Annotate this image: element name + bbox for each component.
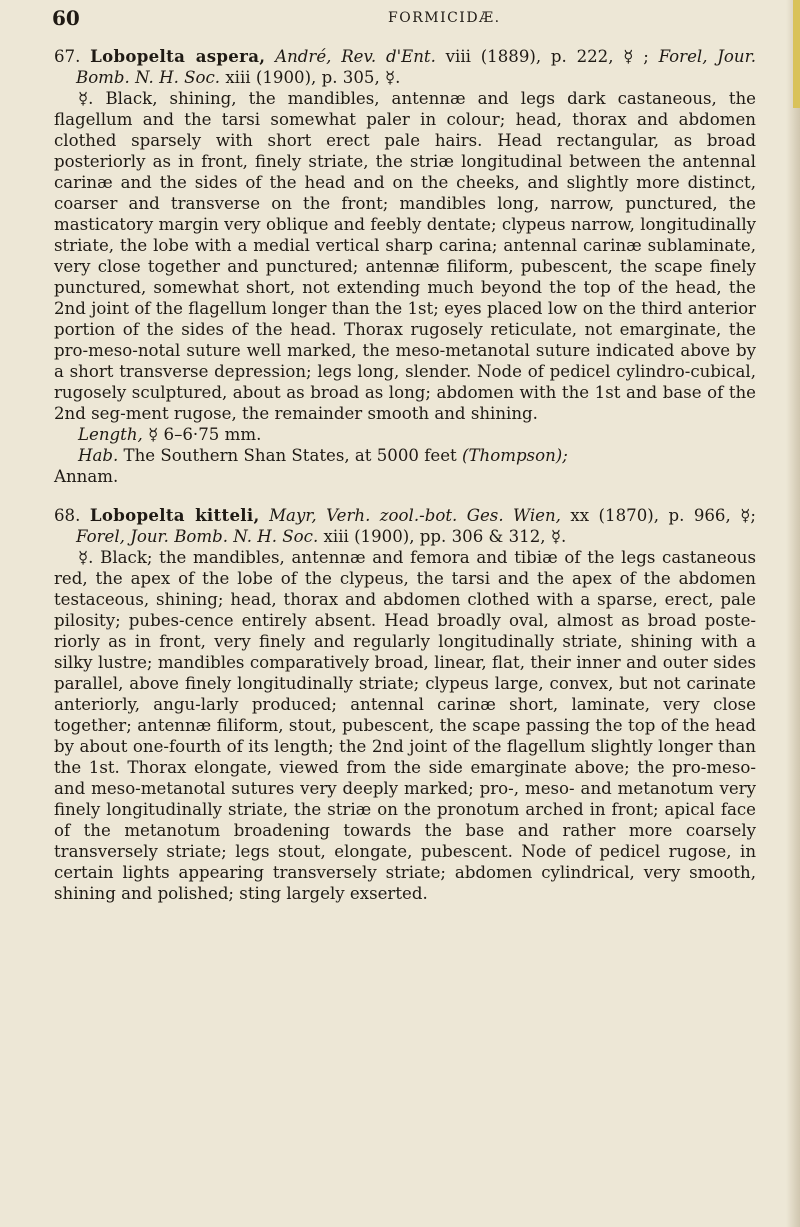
species-description: ☿. Black, shining, the mandibles, antennæ and legs dark castaneous, the flagellum and the tarsi somewhat paler in colour; head, thorax and abdomen clothed sparsely with short erect pale hairs. Head rectangular, as broad posteriorly as in front, finely striate, the striæ longitudinal between the antennal carinæ and the sides of the head and on the cheeks, and slightly more distinct, coarser and transverse on the front; mandibles long, narrow, punctured, the masticatory margin very oblique and feebly dentate; clypeus narrow, longitudinally striate, the lobe with a medial vertical sharp carina; antennal carinæ sublaminate, very close together and punctured; antennæ filiform, pubescent, the scape finely punctured, somewhat short, not extending much beyond the top of the head, the 2nd joint of the flagellum longer than the 1st; eyes placed low on the third anterior portion of the sides of the head. Thorax rugosely reticulate, not emarginate, the pro-meso-notal suture well marked, the meso-metanotal suture indicated above by a short transverse depression; legs long, slender. Node of pedicel cylindro-cubical, rugosely sculptured, about as broad as long; abdomen with the 1st and base of the 2nd seg-ment rugose, the remainder smooth and shining.	[54, 89, 756, 423]
page-edge-shadow	[786, 0, 800, 1227]
species-description: ☿. Black; the mandibles, antennæ and femora and tibiæ of the legs castaneous red, the apex of the lobe of the clypeus, the tarsi and the apex of the abdomen testaceous, shining; head, thorax and abdomen clothed with a sparse, erect, pale pilosity; pubes-cence entirely absent. Head broadly oval, almost as broad poste-riorly as in front, very finely and regularly longitudinally striate, shining with a silky lustre; mandibles comparatively broad, linear, flat, their inner and outer sides parallel, above finely longitudinally striate; clypeus large, convex, but not carinate anteriorly, angu-larly produced; antennal carinæ short, laminate, very close together; antennæ filiform, stout, pubescent, the scape passing the top of the head by about one-fourth of its length; the 2nd joint of the flagellum slightly longer than the 1st. Thorax elongate, viewed from the side emarginate above; the pro-meso- and meso-metanotal sutures very deeply marked; pro-, meso- and metanotum very finely longitudinally striate, the striæ on the pronotum arched in front; apical face of the metanotum broadening towards the base and rather more coarsely transversely striate; legs stout, elongate, pubescent. Node of pedicel rugose, in certain lights appearing transversely striate; abdomen cylindrical, very smooth, shining and polished; sting largely exserted.	[54, 548, 756, 903]
habitat-collector: (Thompson);	[461, 446, 568, 465]
entry-number: 68.	[54, 506, 81, 525]
species-name: Lobopelta aspera,	[90, 46, 266, 66]
citation-detail: xx (1870), p. 966, ☿;	[570, 506, 757, 525]
body-text	[54, 46, 756, 904]
species-entry-67	[54, 46, 756, 487]
habitat-label: Hab.	[78, 446, 119, 465]
citation-author: Forel, Jour. Bomb. N. H. Soc.	[76, 47, 756, 87]
citation-author: André, Rev. d'Ent.	[275, 47, 436, 66]
citation-detail: viii (1889), p. 222, ☿ ;	[445, 47, 649, 66]
citation-detail: xiii (1900), p. 305, ☿.	[225, 68, 401, 87]
entry-spacer	[54, 487, 756, 505]
citation-author: Mayr, Verh. zool.-bot. Ges. Wien,	[269, 506, 561, 525]
entry-number: 67.	[54, 47, 81, 66]
length-line	[54, 424, 756, 445]
page-header	[0, 6, 800, 30]
citation-detail: xiii (1900), pp. 306 & 312, ☿.	[323, 527, 567, 546]
habitat-extra: Annam.	[54, 467, 119, 486]
citation-author: Forel, Jour. Bomb. N. H. Soc.	[76, 527, 319, 546]
length-value: ☿ 6–6·75 mm.	[148, 425, 262, 444]
species-name: Lobopelta kitteli,	[89, 505, 260, 525]
habitat-line	[54, 445, 756, 466]
page-number: 60	[52, 6, 80, 30]
entry-heading	[54, 505, 756, 547]
length-label: Length,	[78, 425, 143, 444]
entry-heading	[54, 46, 756, 88]
species-entry-68	[54, 505, 756, 904]
habitat-value: The Southern Shan States, at 5000 feet	[123, 446, 457, 465]
running-head: FORMICIDÆ.	[388, 10, 501, 26]
